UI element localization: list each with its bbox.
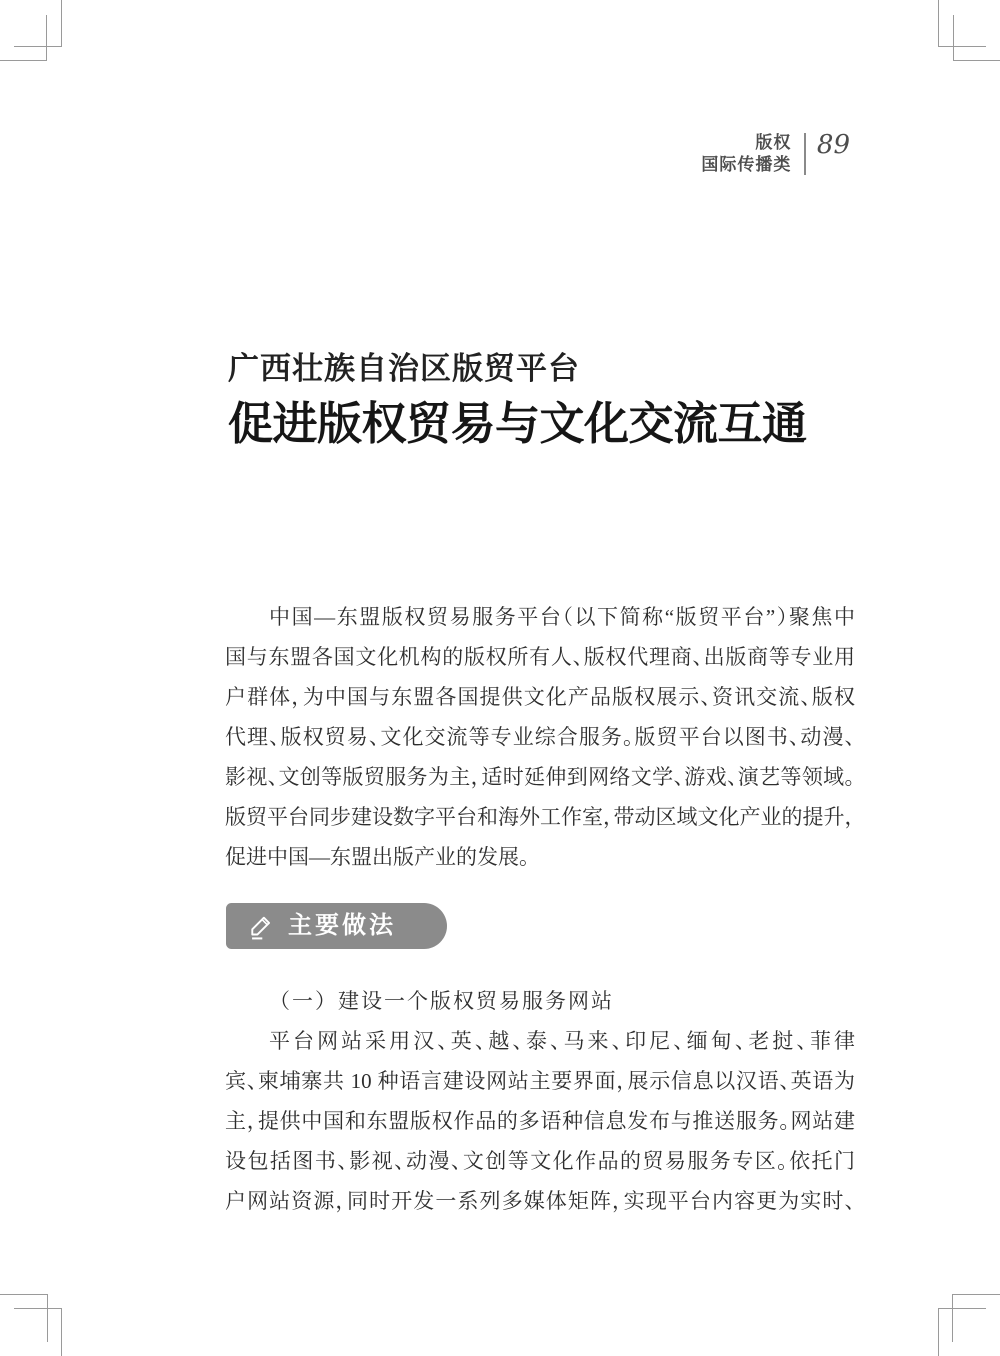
paragraph-line: 平台网站采用汉、英、越、泰、马来、印尼、缅甸、老挝、菲律 [269,1029,855,1053]
header-category: 版权 [755,133,792,152]
paragraph-line: 户群体，为中国与东盟各国提供文化产品版权展示、资讯交流、版权 [225,685,855,709]
paragraph-line: 主，提供中国和东盟版权作品的多语种信息发布与推送服务。网站建 [225,1109,855,1133]
crop-mark-top-left-inner [0,15,47,61]
title-block [228,350,868,451]
subsection-heading: （一）建设一个版权贸易服务网站 [269,989,614,1013]
paragraph-line: 促进中国—东盟出版产业的发展。 [225,845,530,869]
paragraph-line: 设包括图书、影视、动漫、文创等文化作品的贸易服务专区。依托门 [225,1149,855,1173]
header-divider [804,133,806,175]
article-title: 促进版权贸易与文化交流互通 [228,398,807,449]
paragraph-line: 代理、版权贸易、文化交流等专业综合服务。版贸平台以图书、动漫、 [225,725,855,749]
crop-mark-top-right-inner [953,15,1000,61]
paragraph-line: 中国—东盟版权贸易服务平台（以下简称“版贸平台”）聚焦中 [269,605,855,629]
article-subtitle: 广西壮族自治区版贸平台 [228,351,580,386]
section-badge-label: 主要做法 [288,912,396,939]
paragraph-line: 版贸平台同步建设数字平台和海外工作室，带动区域文化产业的提升， [225,805,855,829]
paragraph-line: 国与东盟各国文化机构的版权所有人、版权代理商、出版商等专业用 [225,645,855,669]
body-paragraph [225,1021,855,1221]
intro-paragraph [225,597,855,877]
header-categories [701,132,791,176]
page-header [701,132,850,176]
paragraph-line: 影视、文创等版贸服务为主，适时延伸到网络文学、游戏、演艺等领域。 [225,765,855,789]
crop-mark-bottom-right-inner [952,1294,1000,1342]
header-subcategory: 国际传播类 [701,155,792,174]
paragraph-line: 户网站资源，同时开发一系列多媒体矩阵，实现平台内容更为实时、 [225,1189,855,1213]
paragraph-line: 宾、柬埔寨共 10 种语言建设网站主要界面，展示信息以汉语、英语为 [225,1069,855,1093]
section-badge [226,903,447,949]
page-number: 89 [816,130,850,160]
pencil-icon [247,913,274,940]
crop-mark-bottom-left-inner [0,1294,48,1342]
